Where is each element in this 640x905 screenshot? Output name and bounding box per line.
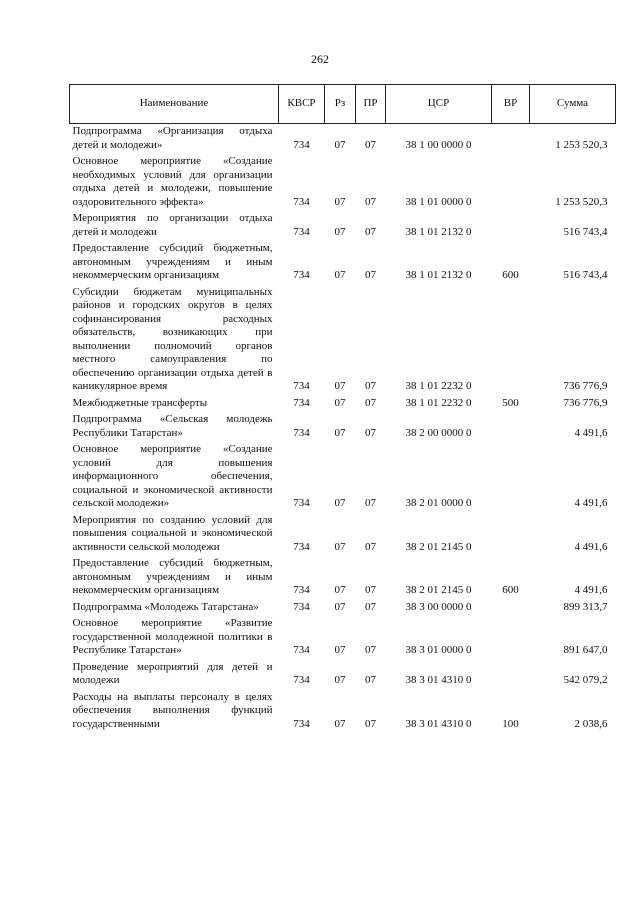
cell-sum: 4 491,6 <box>574 426 608 439</box>
cell-kvsr: 734 <box>293 644 310 656</box>
cell-pr: 07 <box>365 674 376 686</box>
cell-name: Основное мероприятие «Развитие государственной молодежной политики в Республике Татарстан» <box>72 617 273 656</box>
cell-vr: 600 <box>502 584 519 596</box>
table-row <box>70 396 616 413</box>
cell-rz: 07 <box>334 644 346 656</box>
cell-sum: 1 253 520,3 <box>555 195 608 208</box>
header-rz: Рз <box>325 85 356 124</box>
table-row <box>70 690 616 734</box>
cell-name: Проведение мероприятий для детей и молодежи <box>72 660 273 686</box>
cell-rz: 07 <box>334 225 346 238</box>
table-row <box>70 285 616 396</box>
cell-csr: 38 2 00 0000 0 <box>405 426 472 439</box>
table-row <box>70 241 616 285</box>
cell-name: Основное мероприятие «Создание условий для повышения информационного обеспечения, социальной и экономической активности сельской молодежи» <box>72 443 273 509</box>
cell-csr: 38 3 01 4310 0 <box>405 674 472 686</box>
cell-name: Основное мероприятие «Создание необходимых условий для организации отдыха детей и молодежи, повышение оздоровительного эффекта» <box>72 155 273 208</box>
table-row <box>70 154 616 211</box>
cell-kvsr: 734 <box>293 195 310 208</box>
cell-pr: 07 <box>365 497 376 509</box>
cell-csr: 38 1 01 2232 0 <box>405 396 472 409</box>
cell-vr: 500 <box>502 396 519 409</box>
cell-kvsr: 734 <box>293 540 310 553</box>
cell-rz: 07 <box>334 584 346 596</box>
cell-pr: 07 <box>365 644 376 656</box>
cell-sum: 4 491,6 <box>574 540 608 553</box>
cell-pr: 07 <box>365 269 376 281</box>
cell-pr: 07 <box>365 225 376 238</box>
cell-pr: 07 <box>365 138 376 151</box>
cell-vr <box>492 442 530 513</box>
table-row <box>70 513 616 557</box>
cell-name: Предоставление субсидий бюджетным, автономным учреждениям и иным некоммерческим организациям <box>72 557 273 596</box>
cell-pr: 07 <box>365 426 376 439</box>
cell-kvsr: 734 <box>293 269 310 281</box>
cell-vr <box>492 616 530 660</box>
cell-sum: 4 491,6 <box>574 497 608 509</box>
cell-vr: 600 <box>502 269 519 281</box>
header-vr: ВР <box>492 85 530 124</box>
cell-csr: 38 3 01 4310 0 <box>405 717 472 730</box>
table-row <box>70 442 616 513</box>
header-kvsr: КВСР <box>279 85 325 124</box>
cell-csr: 38 1 01 2132 0 <box>405 269 472 281</box>
cell-csr: 38 3 00 0000 0 <box>405 600 472 613</box>
cell-vr: 100 <box>502 717 519 730</box>
cell-rz: 07 <box>334 426 346 439</box>
cell-kvsr: 734 <box>293 600 310 613</box>
table-header <box>70 85 616 124</box>
table-row <box>70 412 616 442</box>
cell-pr: 07 <box>365 717 376 730</box>
cell-name: Подпрограмма «Сельская молодежь Республики Татарстан» <box>72 413 273 439</box>
cell-csr: 38 3 01 0000 0 <box>405 644 472 656</box>
cell-vr <box>492 154 530 211</box>
table-row <box>70 600 616 617</box>
cell-csr: 38 1 00 0000 0 <box>405 138 472 151</box>
cell-rz: 07 <box>334 396 346 409</box>
cell-csr: 38 1 01 2232 0 <box>405 380 472 392</box>
cell-vr <box>492 211 530 241</box>
cell-rz: 07 <box>334 674 346 686</box>
cell-vr <box>492 660 530 690</box>
cell-sum: 4 491,6 <box>574 584 608 596</box>
cell-pr: 07 <box>365 195 376 208</box>
cell-sum: 516 743,4 <box>563 269 608 281</box>
cell-csr: 38 1 01 0000 0 <box>405 195 472 208</box>
cell-name: Расходы на выплаты персоналу в целях обеспечения выполнения функций государственными <box>72 690 273 730</box>
cell-kvsr: 734 <box>293 674 310 686</box>
cell-sum: 736 776,9 <box>563 380 608 392</box>
cell-name: Подпрограмма «Молодежь Татарстана» <box>72 600 259 613</box>
cell-pr: 07 <box>365 600 376 613</box>
cell-csr: 38 1 01 2132 0 <box>405 225 472 238</box>
cell-name: Предоставление субсидий бюджетным, автономным учреждениям и иным некоммерческим организациям <box>72 242 273 281</box>
cell-pr: 07 <box>365 540 376 553</box>
cell-kvsr: 734 <box>293 138 310 151</box>
header-csr: ЦСР <box>386 85 492 124</box>
cell-rz: 07 <box>334 269 346 281</box>
cell-rz: 07 <box>334 717 346 730</box>
budget-table <box>69 84 616 733</box>
cell-kvsr: 734 <box>293 396 310 409</box>
cell-rz: 07 <box>334 380 346 392</box>
cell-kvsr: 734 <box>293 717 310 730</box>
table-row <box>70 211 616 241</box>
cell-vr <box>492 285 530 396</box>
cell-rz: 07 <box>334 138 346 151</box>
cell-kvsr: 734 <box>293 426 310 439</box>
cell-sum: 542 079,2 <box>563 674 608 686</box>
cell-sum: 891 647,0 <box>563 644 608 656</box>
cell-sum: 1 253 520,3 <box>555 138 608 151</box>
page-number: 262 <box>311 52 329 66</box>
cell-vr <box>492 513 530 557</box>
cell-pr: 07 <box>365 380 376 392</box>
header-sum: Сумма <box>530 85 616 124</box>
cell-name: Мероприятия по созданию условий для повышения социальной и экономической активности сельской молодежи <box>72 513 273 553</box>
cell-vr <box>492 600 530 617</box>
cell-kvsr: 734 <box>293 497 310 509</box>
cell-sum: 899 313,7 <box>563 600 608 613</box>
table-row <box>70 616 616 660</box>
cell-kvsr: 734 <box>293 380 310 392</box>
cell-name: Субсидии бюджетам муниципальных районов и городских округов в целях софинансирования расходных обязательств, возникающих при выполнении полномочий органов местного самоуправления по обеспечению организации отдыха детей в каникулярное время <box>72 285 273 392</box>
cell-vr <box>492 124 530 155</box>
cell-rz: 07 <box>334 540 346 553</box>
table-row <box>70 660 616 690</box>
cell-rz: 07 <box>334 497 346 509</box>
cell-pr: 07 <box>365 584 376 596</box>
table-row <box>70 124 616 155</box>
cell-name: Мероприятия по организации отдыха детей и молодежи <box>72 212 273 238</box>
cell-sum: 516 743,4 <box>563 225 608 238</box>
header-pr: ПР <box>356 85 386 124</box>
cell-csr: 38 2 01 2145 0 <box>405 540 472 553</box>
header-name: Наименование <box>70 85 279 124</box>
cell-rz: 07 <box>334 600 346 613</box>
cell-name: Межбюджетные трансферты <box>72 396 208 409</box>
cell-csr: 38 2 01 2145 0 <box>405 584 472 596</box>
cell-vr <box>492 412 530 442</box>
cell-csr: 38 2 01 0000 0 <box>405 497 472 509</box>
cell-sum: 736 776,9 <box>563 396 608 409</box>
cell-kvsr: 734 <box>293 225 310 238</box>
cell-kvsr: 734 <box>293 584 310 596</box>
table-body <box>70 124 616 734</box>
cell-sum: 2 038,6 <box>574 717 608 730</box>
cell-name: Подпрограмма «Организация отдыха детей и молодежи» <box>72 125 273 151</box>
cell-rz: 07 <box>334 195 346 208</box>
table-row <box>70 556 616 600</box>
cell-pr: 07 <box>365 396 376 409</box>
